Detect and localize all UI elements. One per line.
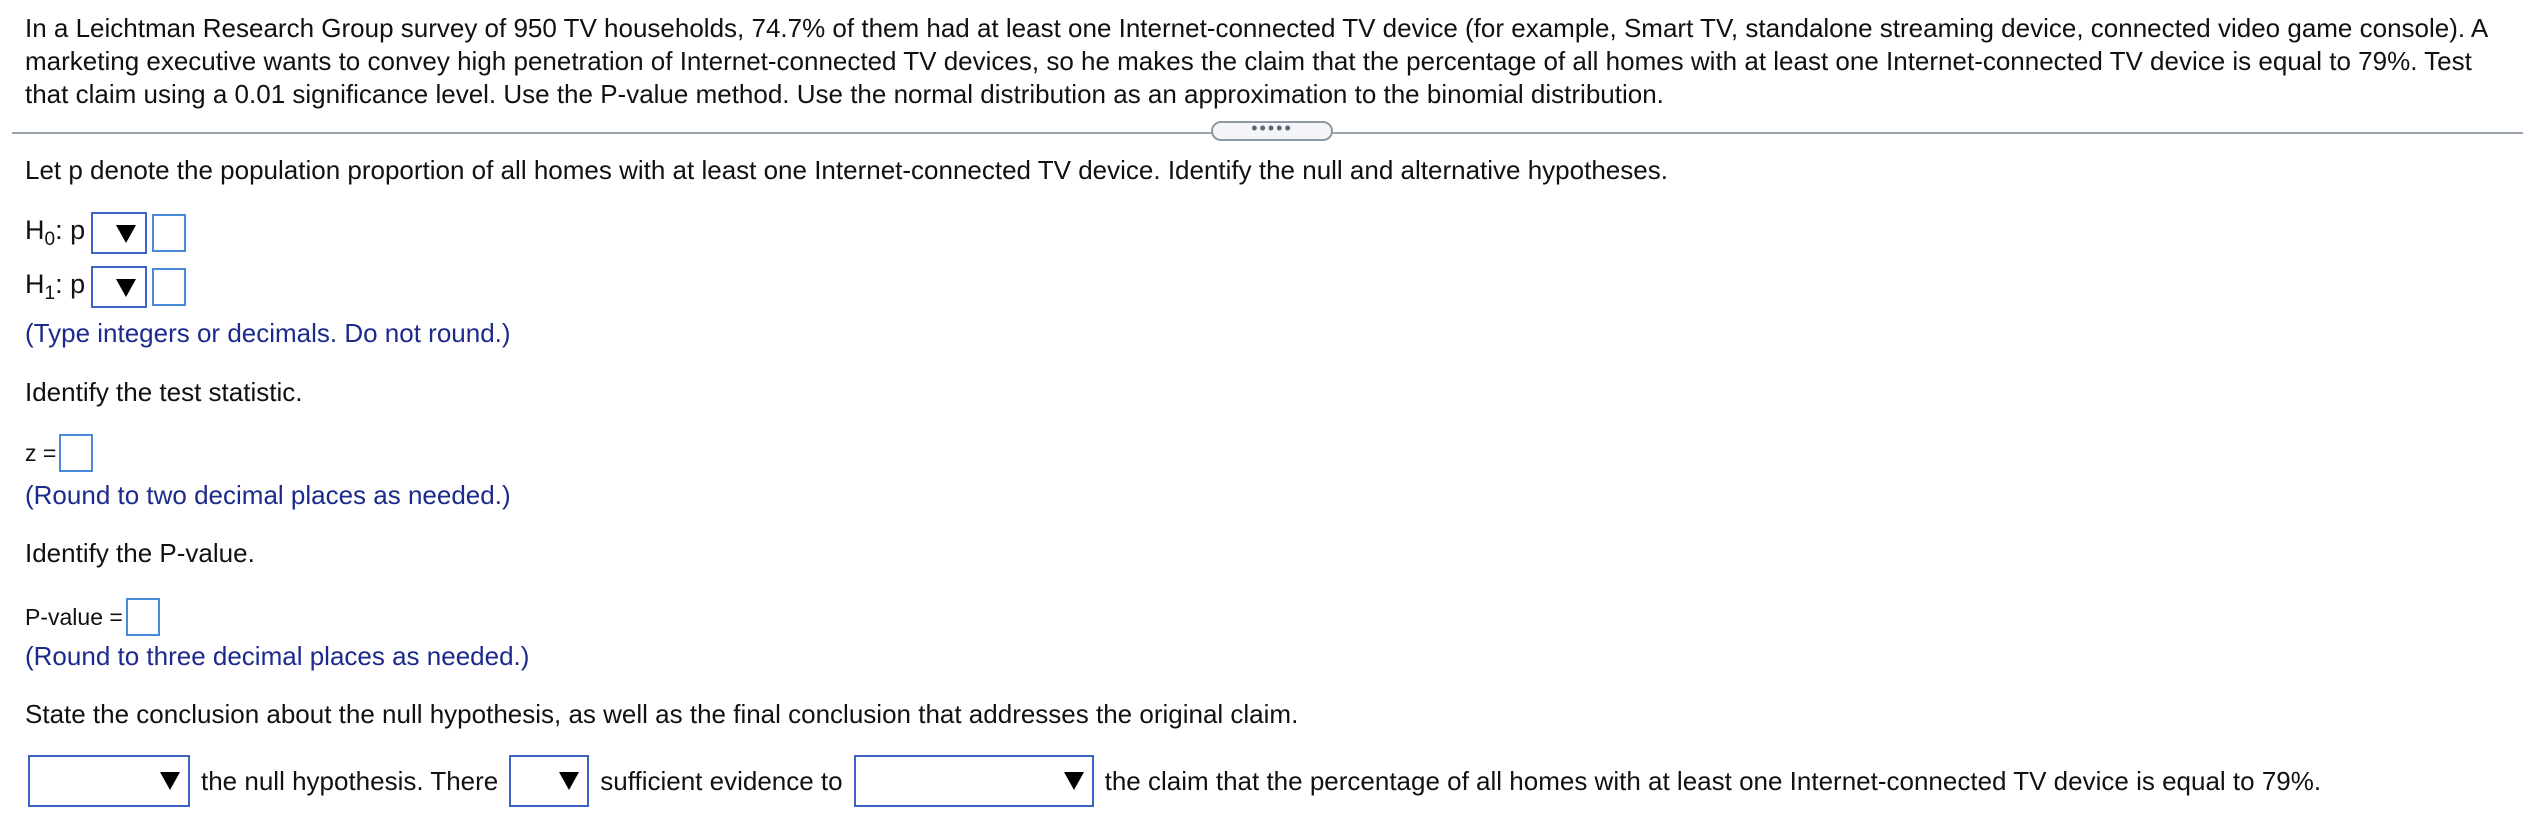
test-statistic-hint: (Round to two decimal places as needed.) [25,480,511,510]
test-statistic-row [25,434,93,472]
test-statistic-label: z = [25,439,57,466]
triangle-down-icon [116,225,136,243]
conclusion-text-1: the null hypothesis. There [201,765,499,796]
more-dots-icon[interactable]: ••••• [1211,121,1333,141]
conclusion-prompt: State the conclusion about the null hypothesis, as well as the final conclusion that addresses the original claim. [25,699,1299,729]
conclusion-row [28,755,2332,807]
null-hypothesis-row [25,211,186,255]
p-value-input[interactable] [126,598,160,636]
claim-action-dropdown[interactable] [854,755,1094,807]
alternative-hypothesis-operator-dropdown[interactable] [91,266,147,308]
alternative-hypothesis-value-input[interactable] [152,268,186,306]
hypotheses-prompt: Let p denote the population proportion of all homes with at least one Internet-connected TV device. Identify the null and alternative hypotheses. [25,155,1668,185]
null-hypothesis-decision-dropdown[interactable] [28,755,190,807]
evidence-dropdown[interactable] [509,755,589,807]
conclusion-text-3: the claim that the percentage of all homes with at least one Internet-connected TV device is equal to 79%. [1104,765,2322,796]
triangle-down-icon [559,772,579,790]
triangle-down-icon [1064,772,1084,790]
p-value-label: P-value = [25,603,123,630]
alternative-hypothesis-row [25,265,186,309]
problem-statement: In a Leichtman Research Group survey of 950 TV households, 74.7% of them had at least one Internet-connected TV device (for example, Smart TV, standalone streaming device, connected video game console). A marketing executive wants to convey high penetration of Internet-connected TV devices, so he makes the claim that the percentage of all homes with at least one Internet-connected TV device is equal to 79%. Test that claim using a 0.01 significance level. Use the P-value method. Use the normal distribution as an approximation to the binomial distribution. [25,13,2487,109]
null-hypothesis-label: $H_0$: p [25,215,86,250]
null-hypothesis-value-input[interactable] [152,214,186,252]
hypotheses-hint: (Type integers or decimals. Do not round.) [25,318,511,348]
test-statistic-prompt: Identify the test statistic. [25,377,303,407]
test-statistic-input[interactable] [59,434,93,472]
p-value-hint: (Round to three decimal places as needed.) [25,641,530,671]
null-hypothesis-operator-dropdown[interactable] [91,212,147,254]
p-value-row [25,598,160,636]
triangle-down-icon [116,279,136,297]
triangle-down-icon [160,772,180,790]
p-value-prompt: Identify the P-value. [25,538,255,568]
conclusion-text-2: sufficient evidence to [600,765,843,796]
alternative-hypothesis-label: $H_1$: p [25,269,86,304]
